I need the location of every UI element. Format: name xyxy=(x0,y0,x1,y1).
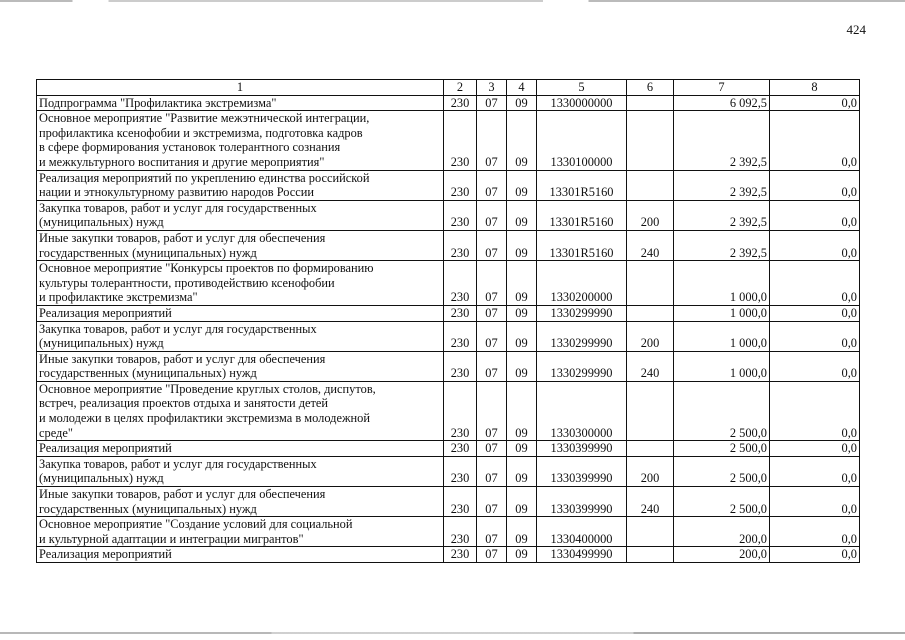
row-subsection-cell: 09 xyxy=(507,95,537,111)
row-subsection-cell: 09 xyxy=(507,441,537,457)
row-amount-cell: 2 392,5 xyxy=(674,200,770,230)
row-code-cell: 230 xyxy=(444,230,477,260)
row-name-cell: Основное мероприятие "Развитие межэтнической интеграции, профилактика ксенофобии и экстремизма, подготовка кадров в сфере формирования установок толерантного сознания и межкультурного воспитания и другие мероприятия" xyxy=(37,111,444,170)
row-expense-type-cell xyxy=(627,381,674,440)
row-amount-2-cell: 0,0 xyxy=(770,517,860,547)
row-target-article-cell: 13301R5160 xyxy=(537,170,627,200)
scan-bottom-edge xyxy=(0,632,905,634)
budget-table xyxy=(36,79,860,563)
row-amount-2-cell: 0,0 xyxy=(770,441,860,457)
row-subsection-cell: 09 xyxy=(507,170,537,200)
row-code-cell: 230 xyxy=(444,305,477,321)
row-code-cell: 230 xyxy=(444,547,477,563)
row-code-cell: 230 xyxy=(444,381,477,440)
table-header-row xyxy=(37,80,860,96)
row-amount-2-cell: 0,0 xyxy=(770,547,860,563)
row-section-cell: 07 xyxy=(477,321,507,351)
row-subsection-cell: 09 xyxy=(507,487,537,517)
row-expense-type-cell xyxy=(627,261,674,306)
header-cell-3: 3 xyxy=(477,80,507,96)
row-expense-type-cell: 240 xyxy=(627,230,674,260)
row-amount-2-cell: 0,0 xyxy=(770,305,860,321)
row-section-cell: 07 xyxy=(477,261,507,306)
header-cell-6: 6 xyxy=(627,80,674,96)
row-target-article-cell: 1330299990 xyxy=(537,321,627,351)
row-amount-cell: 200,0 xyxy=(674,547,770,563)
row-subsection-cell: 09 xyxy=(507,456,537,486)
row-name-cell: Реализация мероприятий xyxy=(37,305,444,321)
row-name-cell: Основное мероприятие "Конкурсы проектов по формированию культуры толерантности, противодействию ксенофобии и профилактике экстремизма" xyxy=(37,261,444,306)
row-expense-type-cell xyxy=(627,547,674,563)
row-amount-2-cell: 0,0 xyxy=(770,321,860,351)
row-target-article-cell: 1330000000 xyxy=(537,95,627,111)
row-section-cell: 07 xyxy=(477,381,507,440)
row-subsection-cell: 09 xyxy=(507,261,537,306)
header-cell-1: 1 xyxy=(37,80,444,96)
row-expense-type-cell xyxy=(627,517,674,547)
row-name-cell: Реализация мероприятий по укреплению единства российской нации и этнокультурному развитию народов России xyxy=(37,170,444,200)
row-section-cell: 07 xyxy=(477,441,507,457)
row-code-cell: 230 xyxy=(444,95,477,111)
row-amount-2-cell: 0,0 xyxy=(770,230,860,260)
row-code-cell: 230 xyxy=(444,170,477,200)
row-target-article-cell: 1330399990 xyxy=(537,441,627,457)
table-row xyxy=(37,351,860,381)
row-amount-cell: 2 392,5 xyxy=(674,230,770,260)
row-expense-type-cell: 200 xyxy=(627,200,674,230)
row-expense-type-cell xyxy=(627,95,674,111)
row-target-article-cell: 1330499990 xyxy=(537,547,627,563)
row-expense-type-cell: 200 xyxy=(627,456,674,486)
row-target-article-cell: 13301R5160 xyxy=(537,200,627,230)
row-code-cell: 230 xyxy=(444,517,477,547)
table-row xyxy=(37,517,860,547)
row-expense-type-cell: 240 xyxy=(627,351,674,381)
row-expense-type-cell xyxy=(627,305,674,321)
table-row xyxy=(37,381,860,440)
row-target-article-cell: 1330299990 xyxy=(537,351,627,381)
table-row xyxy=(37,441,860,457)
row-amount-cell: 2 392,5 xyxy=(674,111,770,170)
row-subsection-cell: 09 xyxy=(507,351,537,381)
row-amount-2-cell: 0,0 xyxy=(770,351,860,381)
row-section-cell: 07 xyxy=(477,456,507,486)
row-subsection-cell: 09 xyxy=(507,200,537,230)
row-expense-type-cell xyxy=(627,111,674,170)
row-name-cell: Закупка товаров, работ и услуг для государственных (муниципальных) нужд xyxy=(37,200,444,230)
row-amount-cell: 1 000,0 xyxy=(674,305,770,321)
row-target-article-cell: 1330399990 xyxy=(537,456,627,486)
table-row xyxy=(37,305,860,321)
row-name-cell: Основное мероприятие "Проведение круглых столов, диспутов, встреч, реализация проектов отдыха и занятости детей и молодежи в целях профилактики экстремизма в молодежной среде" xyxy=(37,381,444,440)
row-amount-cell: 1 000,0 xyxy=(674,261,770,306)
row-section-cell: 07 xyxy=(477,487,507,517)
table-row xyxy=(37,111,860,170)
row-section-cell: 07 xyxy=(477,95,507,111)
row-name-cell: Иные закупки товаров, работ и услуг для обеспечения государственных (муниципальных) нужд xyxy=(37,351,444,381)
row-name-cell: Реализация мероприятий xyxy=(37,441,444,457)
table-row xyxy=(37,170,860,200)
header-cell-4: 4 xyxy=(507,80,537,96)
row-target-article-cell: 1330300000 xyxy=(537,381,627,440)
row-amount-cell: 2 500,0 xyxy=(674,381,770,440)
row-target-article-cell: 1330299990 xyxy=(537,305,627,321)
row-code-cell: 230 xyxy=(444,111,477,170)
row-subsection-cell: 09 xyxy=(507,305,537,321)
row-name-cell: Иные закупки товаров, работ и услуг для обеспечения государственных (муниципальных) нужд xyxy=(37,487,444,517)
table-row xyxy=(37,456,860,486)
row-section-cell: 07 xyxy=(477,230,507,260)
row-section-cell: 07 xyxy=(477,517,507,547)
row-amount-2-cell: 0,0 xyxy=(770,261,860,306)
row-code-cell: 230 xyxy=(444,261,477,306)
table-row xyxy=(37,230,860,260)
row-subsection-cell: 09 xyxy=(507,111,537,170)
row-expense-type-cell xyxy=(627,441,674,457)
row-amount-2-cell: 0,0 xyxy=(770,95,860,111)
row-target-article-cell: 13301R5160 xyxy=(537,230,627,260)
table-row xyxy=(37,547,860,563)
row-amount-cell: 2 500,0 xyxy=(674,487,770,517)
row-section-cell: 07 xyxy=(477,305,507,321)
header-cell-7: 7 xyxy=(674,80,770,96)
row-subsection-cell: 09 xyxy=(507,230,537,260)
header-cell-2: 2 xyxy=(444,80,477,96)
row-amount-cell: 6 092,5 xyxy=(674,95,770,111)
row-amount-2-cell: 0,0 xyxy=(770,170,860,200)
row-expense-type-cell xyxy=(627,170,674,200)
table-row xyxy=(37,487,860,517)
row-section-cell: 07 xyxy=(477,547,507,563)
row-subsection-cell: 09 xyxy=(507,547,537,563)
row-target-article-cell: 1330400000 xyxy=(537,517,627,547)
row-code-cell: 230 xyxy=(444,351,477,381)
row-amount-2-cell: 0,0 xyxy=(770,111,860,170)
row-amount-2-cell: 0,0 xyxy=(770,487,860,517)
row-target-article-cell: 1330100000 xyxy=(537,111,627,170)
row-amount-cell: 200,0 xyxy=(674,517,770,547)
row-expense-type-cell: 200 xyxy=(627,321,674,351)
header-cell-8: 8 xyxy=(770,80,860,96)
table-row xyxy=(37,261,860,306)
row-section-cell: 07 xyxy=(477,170,507,200)
row-amount-cell: 2 500,0 xyxy=(674,441,770,457)
row-code-cell: 230 xyxy=(444,321,477,351)
page-number: 424 xyxy=(846,22,866,37)
row-name-cell: Основное мероприятие "Создание условий для социальной и культурной адаптации и интеграции мигрантов" xyxy=(37,517,444,547)
row-name-cell: Закупка товаров, работ и услуг для государственных (муниципальных) нужд xyxy=(37,321,444,351)
table-row xyxy=(37,321,860,351)
row-subsection-cell: 09 xyxy=(507,321,537,351)
row-subsection-cell: 09 xyxy=(507,381,537,440)
row-name-cell: Реализация мероприятий xyxy=(37,547,444,563)
row-code-cell: 230 xyxy=(444,487,477,517)
row-name-cell: Закупка товаров, работ и услуг для государственных (муниципальных) нужд xyxy=(37,456,444,486)
row-target-article-cell: 1330200000 xyxy=(537,261,627,306)
row-code-cell: 230 xyxy=(444,200,477,230)
row-code-cell: 230 xyxy=(444,456,477,486)
row-amount-cell: 2 500,0 xyxy=(674,456,770,486)
row-amount-2-cell: 0,0 xyxy=(770,381,860,440)
row-subsection-cell: 09 xyxy=(507,517,537,547)
row-expense-type-cell: 240 xyxy=(627,487,674,517)
header-cell-5: 5 xyxy=(537,80,627,96)
table-row xyxy=(37,200,860,230)
row-amount-2-cell: 0,0 xyxy=(770,456,860,486)
row-name-cell: Иные закупки товаров, работ и услуг для обеспечения государственных (муниципальных) нужд xyxy=(37,230,444,260)
row-code-cell: 230 xyxy=(444,441,477,457)
row-name-cell: Подпрограмма "Профилактика экстремизма" xyxy=(37,95,444,111)
scan-top-edge xyxy=(0,0,905,2)
row-target-article-cell: 1330399990 xyxy=(537,487,627,517)
row-amount-2-cell: 0,0 xyxy=(770,200,860,230)
row-amount-cell: 1 000,0 xyxy=(674,321,770,351)
row-section-cell: 07 xyxy=(477,351,507,381)
table-row xyxy=(37,95,860,111)
row-section-cell: 07 xyxy=(477,200,507,230)
row-amount-cell: 1 000,0 xyxy=(674,351,770,381)
row-section-cell: 07 xyxy=(477,111,507,170)
row-amount-cell: 2 392,5 xyxy=(674,170,770,200)
